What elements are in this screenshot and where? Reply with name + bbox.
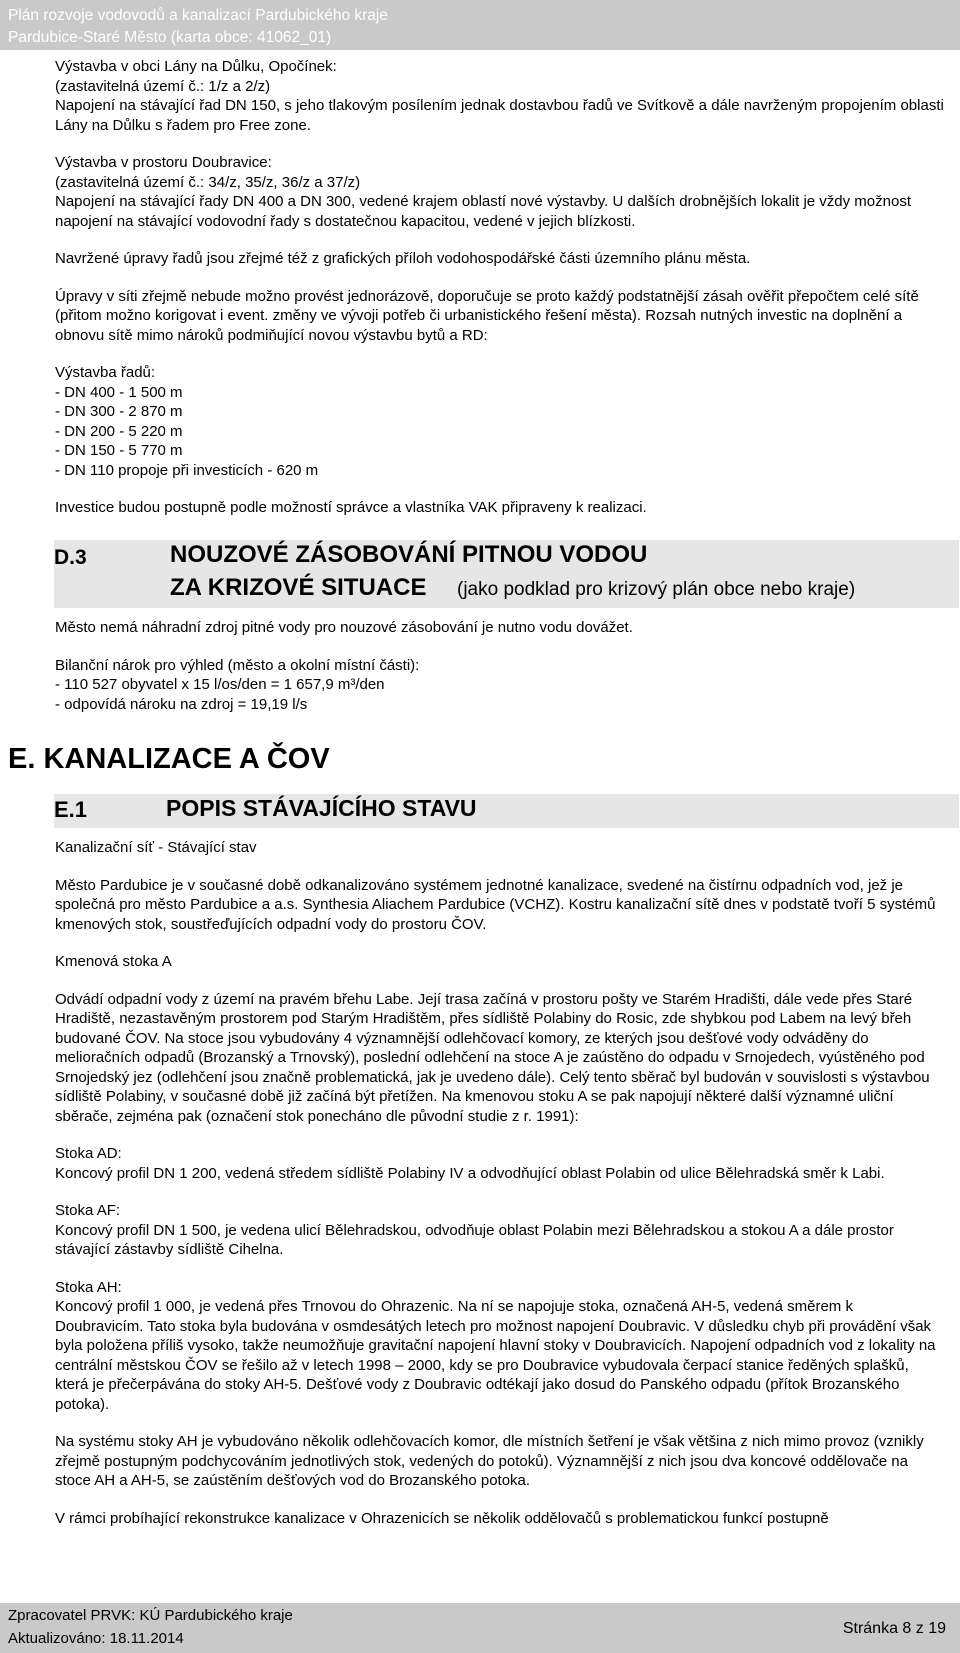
vystavba-title: Výstavba řadů: (55, 364, 156, 381)
page-header (0, 0, 960, 50)
block1-zones: (zastavitelná území č.: 1/z a 2/z) (55, 77, 271, 95)
section-d3-title-line2: ZA KRIZOVÉ SITUACE (170, 574, 427, 601)
header-subtitle: Pardubice-Staré Město (karta obce: 41062_01) (8, 29, 332, 46)
paragraph-odvadi: Odvádí odpadní vody z území na pravém břehu Labe. Její trasa začíná v prostoru pošty ve Starém Hradišti, dále vede přes Staré Hradiště, nezastavěným prostorem pod Starým Hradištěm, přes sídliště Polabiny do Rosic, zde shybkou pod Labem na levý břeh budované ČOV. Na stoce jsou vybudovány 4 významnější odlehčovací komory, ze kterých jsou dešťové vody odváděny do melioračních odpadů (Brozanský a Trnovský), poslední odlehčení na stoce A je zaústěno do odpadu v Srnojedech, vyústěného pod Srnojedský jez (odlehčení jsou značně problematická, jak je uvedeno dále). Celý tento sběrač byl budován v souvislosti s výstavbou sídliště Polabiny, v současné době již začíná být přetížen. Na kmenovou stoku A se pak napojují některé další významné uliční sběrače, zejména pak (označení stok ponecháno dle původní studie z r. 1991): (55, 990, 930, 1125)
stoka-af-title: Stoka AF: (55, 1202, 121, 1219)
footer-author: Zpracovatel PRVK: KÚ Pardubického kraje (8, 1607, 293, 1624)
section-d3-title-line1: NOUZOVÉ ZÁSOBOVÁNÍ PITNOU VODOU (170, 541, 648, 568)
paragraph-mesto: Město nemá náhradní zdroj pitné vody pro nouzové zásobování je nutno vodu dovážet. (55, 619, 633, 636)
page-number: Stránka 8 z 19 (842, 1620, 946, 1637)
list-item: - DN 150 - 5 770 m (55, 442, 183, 459)
section-e1-number: E.1 (54, 797, 88, 822)
list-item: - DN 110 propoje při investicích - 620 m (55, 461, 319, 479)
block2-zones: (zastavitelná území č.: 34/z, 35/z, 36/z a 37/z) (55, 173, 361, 191)
footer-updated: Aktualizováno: 18.11.2014 (8, 1630, 184, 1647)
section-d3-number: D.3 (54, 546, 87, 569)
header-title: Plán rozvoje vodovodů a kanalizací Pardubického kraje (8, 7, 388, 24)
stoka-af-text: Koncový profil DN 1 500, je vedena ulicí Bělehradskou, odvodňuje oblast Polabin mezi Bělehradskou a stokou A a dále prostor stávající zástavby sídliště Cihelna. (55, 1221, 894, 1258)
paragraph-navrzene: Navržené úpravy řadů jsou zřejmé též z grafických příloh vodohospodářské části územního plánu města. (55, 250, 751, 267)
block1-text: Napojení na stávající řad DN 150, s jeho tlakovým posílením jednak dostavbou řadů ve Svítkově a dále navrženým propojením oblasti Lány na Důlku s řadem pro Free zone. (55, 97, 944, 134)
list-item: - 110 527 obyvatel x 15 l/os/den = 1 657,9 m³/den (55, 676, 385, 693)
block2-title: Výstavba v prostoru Doubravice: (55, 154, 272, 171)
document-body-top (55, 57, 945, 518)
section-e1-title: POPIS STÁVAJÍCÍHO STAVU (166, 795, 477, 821)
stoka-ah-title: Stoka AH: (55, 1278, 122, 1296)
list-item: - DN 300 - 2 870 m (55, 403, 183, 420)
page-footer (0, 1603, 960, 1653)
document-body-d3 (55, 618, 945, 714)
section-d3-heading (54, 540, 959, 608)
block2-text: Napojení na stávající řady DN 400 a DN 300, vedené krajem oblastí nové výstavby. U dalších drobnějších lokalit je vždy možnost napojení na stávající vodovodní řady s dostatečnou kapacitou, vedené v jejich blízkosti. (55, 193, 911, 230)
list-item: - DN 200 - 5 220 m (55, 422, 183, 440)
kmenova-title: Kmenová stoka A (55, 953, 172, 970)
stoka-ah-text: Koncový profil 1 000, je vedená přes Trnovou do Ohrazenic. Na ní se napojuje stoka, označená AH-5, vedená směrem k Doubravicím. Tato stoka byla budována v osmdesátých letech pro možnost napojení Doubravic. V důsledku chyb při provádění však byla položena příliš vysoko, takže neumožňuje gravitační napojení hlavní stoky v Doubravicích. Napojení odpadních vod z lokality na centrální městskou ČOV se řešilo až v letech 1998 – 2000, kdy se pro Doubravice vybudovala čerpací stanice ředěných splašků, která je přečerpávána do stoky AH-5. Dešťové vody z Doubravic odtékají jako dosud do Panského odpadu (přítok Brozanského potoka). (55, 1298, 936, 1413)
section-e1-heading (54, 794, 959, 828)
document-body-e1 (55, 838, 945, 1528)
paragraph-ramci: V rámci probíhající rekonstrukce kanalizace v Ohrazenicích se několik oddělovačů s problematickou funkcí postupně (55, 1509, 829, 1527)
bilancni-title: Bilanční nárok pro výhled (město a okolní místní části): (55, 656, 420, 674)
list-item: - DN 400 - 1 500 m (55, 383, 183, 401)
paragraph-system: Na systému stoky AH je vybudováno několik odlehčovacích komor, dle místních šetření je však většina z nich mimo provoz (vznikly zřejmě postupným podchycováním jednotlivých stok, vedených do potoků). Významnější z nich jsou dva koncové oddělovače na stoce AH a AH-5, se zaústěním dešťových vod do Brozanského potoka. (55, 1433, 924, 1489)
block1-title: Výstavba v obci Lány na Důlku, Opočínek: (55, 58, 337, 75)
stoka-ad-title: Stoka AD: (55, 1145, 122, 1162)
section-d3-title-note: (jako podklad pro krizový plán obce nebo kraje) (457, 579, 856, 600)
list-item: - odpovídá nároku na zdroj = 19,19 l/s (55, 695, 308, 713)
paragraph-investice: Investice budou postupně podle možností správce a vlastníka VAK připraveny k realizaci. (55, 499, 647, 516)
section-e-heading: E. KANALIZACE A ČOV (8, 743, 330, 775)
stoka-ad-text: Koncový profil DN 1 200, vedená středem sídliště Polabiny IV a odvodňující oblast Polabin od ulice Bělehradská směr k Labi. (55, 1164, 885, 1182)
paragraph-pardubice: Město Pardubice je v současné době odkanalizováno systémem jednotné kanalizace, svedené na čistírnu odpadních vod, jež je společná pro město Pardubice a a.s. Synthesia Aliachem Pardubice (VCHZ). Kostru kanalizační sítě dnes v podstatě tvoří 5 systémů kmenových stok, soustřeďujících odpadní vody do prostoru ČOV. (55, 876, 936, 933)
kanal-title: Kanalizační síť - Stávající stav (55, 839, 257, 856)
paragraph-upravy: Úpravy v síti zřejmě nebude možno provést jednorázově, doporučuje se proto každý podstatnější zásah ověřit přepočtem celé sítě (přitom možno korigovat i event. změny ve vývoji potřeb či urbanistického řešení města). Rozsah nutných investic na doplnění a obnovu sítě mimo nároků podmiňující novou výstavbu bytů a RD: (55, 287, 919, 344)
